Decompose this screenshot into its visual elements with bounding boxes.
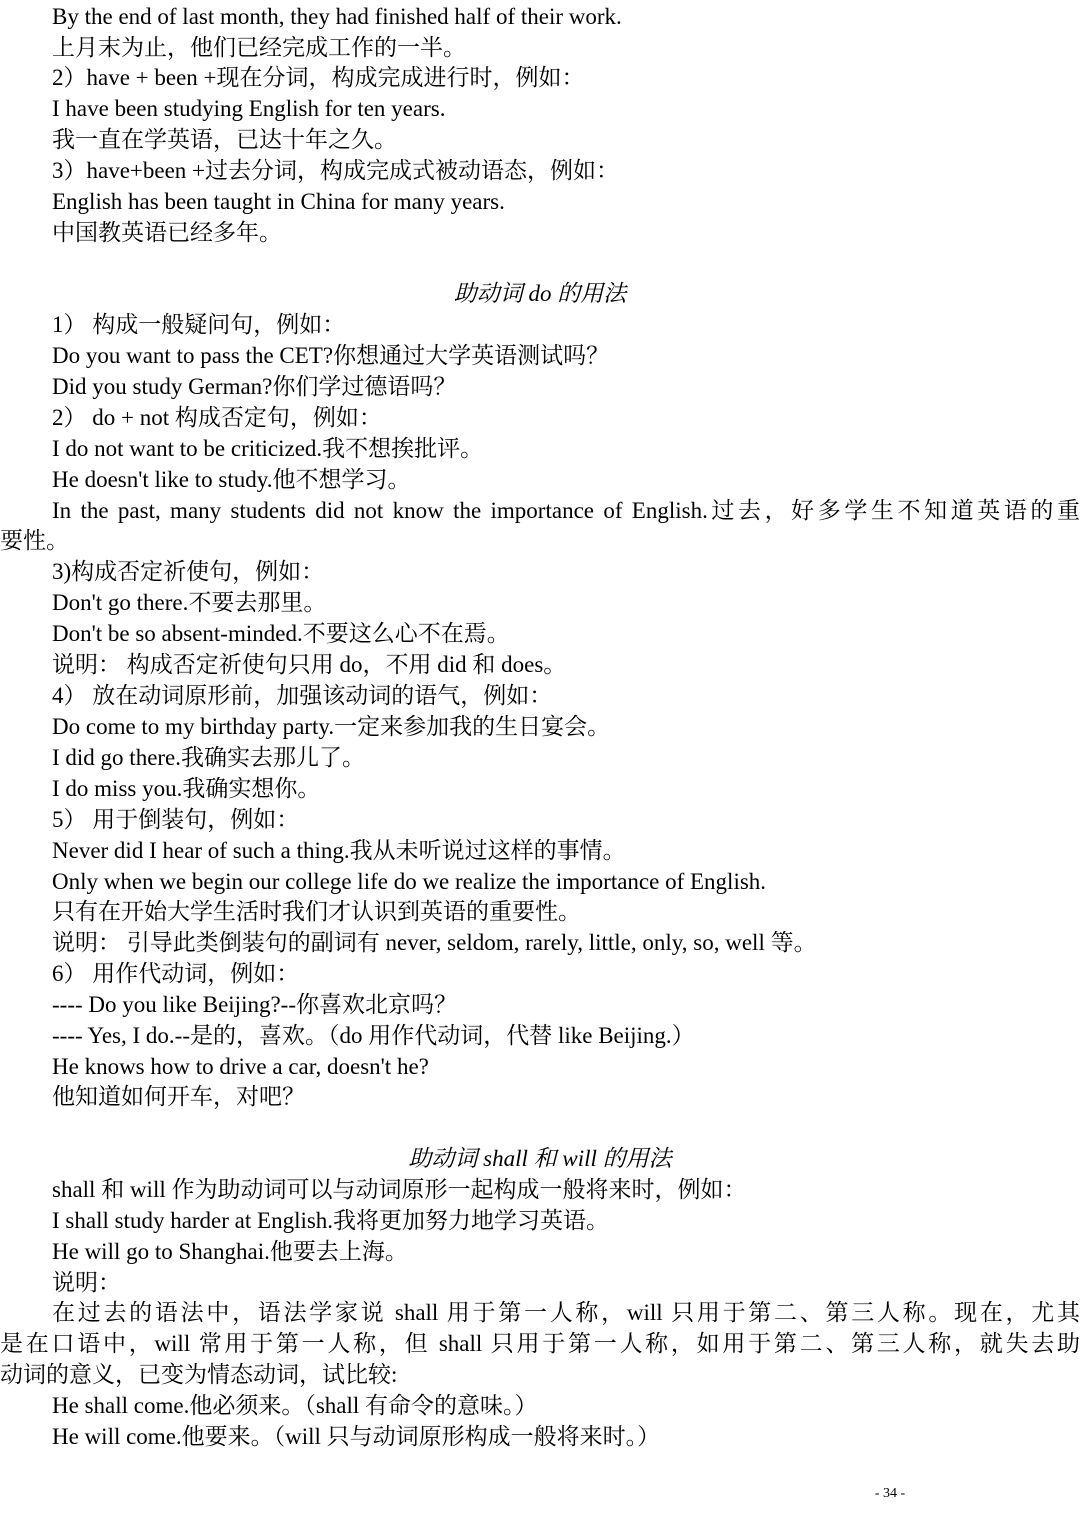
text-line: I shall study harder at English.我将更加努力地学习英语。 xyxy=(52,1208,610,1233)
text-line: He will come.他要来。（will 只与动词原形构成一般将来时。） xyxy=(52,1424,661,1449)
text-line: In the past, many students did not know the importance of English.过去，好多学生不知道英语的重 xyxy=(52,498,1080,523)
text-line: shall 和 will 作为助动词可以与动词原形一起构成一般将来时，例如： xyxy=(52,1177,747,1202)
text-line: 5） 用于倒装句，例如： xyxy=(52,807,300,832)
text-line: Do come to my birthday party.一定来参加我的生日宴会。 xyxy=(52,714,611,739)
text-line: 3)构成否定祈使句，例如： xyxy=(52,559,325,584)
text-line: 3）have+been +过去分词，构成完成式被动语态，例如： xyxy=(52,158,620,183)
text-line: 要性。 xyxy=(0,528,69,553)
text-line: 只有在开始大学生活时我们才认识到英语的重要性。 xyxy=(52,899,581,924)
text-line: 说明： xyxy=(52,1270,121,1295)
section-heading: 助动词 shall 和 will 的用法 xyxy=(408,1146,672,1171)
text-line: He will go to Shanghai.他要去上海。 xyxy=(52,1239,408,1264)
text-line: Only when we begin our college life do we realize the importance of English. xyxy=(52,869,767,894)
text-line: Do you want to pass the CET?你想通过大学英语测试吗？ xyxy=(52,343,610,368)
text-line: 是在口语中，will 常用于第一人称，但 shall 只用于第一人称，如用于第二、第三人称，就失去助 xyxy=(0,1331,1080,1356)
text-line: English has been taught in China for many years. xyxy=(52,189,505,214)
text-line: 2）have + been +现在分词，构成完成进行时，例如： xyxy=(52,65,585,90)
text-line: By the end of last month, they had finished half of their work. xyxy=(52,4,622,29)
section-heading: 助动词 do 的用法 xyxy=(453,281,627,306)
text-line: 1） 构成一般疑问句，例如： xyxy=(52,312,346,337)
text-line: I have been studying English for ten years. xyxy=(52,96,446,121)
text-line: 上月末为止，他们已经完成工作的一半。 xyxy=(52,35,466,60)
text-line: 中国教英语已经多年。 xyxy=(52,220,282,245)
text-line: ---- Do you like Beijing?--你喜欢北京吗？ xyxy=(52,992,457,1017)
text-line: Did you study German?你们学过德语吗？ xyxy=(52,374,457,399)
text-line: 他知道如何开车，对吧？ xyxy=(52,1084,305,1109)
text-line: ---- Yes, I do.--是的，喜欢。（do 用作代动词，代替 like Beijing.） xyxy=(52,1023,695,1048)
text-line: I did go there.我确实去那儿了。 xyxy=(52,745,366,770)
page-number: - 34 - xyxy=(874,1486,906,1501)
text-line: 6） 用作代动词，例如： xyxy=(52,961,300,986)
text-line: Don't be so absent-minded.不要这么心不在焉。 xyxy=(52,621,510,646)
text-line: 2） do + not 构成否定句，例如： xyxy=(52,405,382,430)
text-line: He knows how to drive a car, doesn't he? xyxy=(52,1054,429,1079)
text-line: 说明： 引导此类倒装句的副词有 never, seldom, rarely, little, only, so, well 等。 xyxy=(52,930,817,955)
text-line: Don't go there.不要去那里。 xyxy=(52,590,327,615)
text-line: He shall come.他必须来。（shall 有命令的意味。） xyxy=(52,1393,538,1418)
text-line: 我一直在学英语，已达十年之久。 xyxy=(52,127,397,152)
text-line: 说明： 构成否定祈使句只用 do，不用 did 和 does。 xyxy=(52,652,567,677)
text-line: 4） 放在动词原形前，加强该动词的语气，例如： xyxy=(52,683,553,708)
text-line: 在过去的语法中，语法学家说 shall 用于第一人称，will 只用于第二、第三人称。现在，尤其 xyxy=(52,1300,1080,1325)
text-line: He doesn't like to study.他不想学习。 xyxy=(52,467,411,492)
text-line: Never did I hear of such a thing.我从未听说过这样的事情。 xyxy=(52,838,626,863)
text-line: 动词的意义，已变为情态动词，试比较: xyxy=(0,1362,398,1387)
text-line: I do miss you.我确实想你。 xyxy=(52,776,321,801)
text-line: I do not want to be criticized.我不想挨批评。 xyxy=(52,436,484,461)
